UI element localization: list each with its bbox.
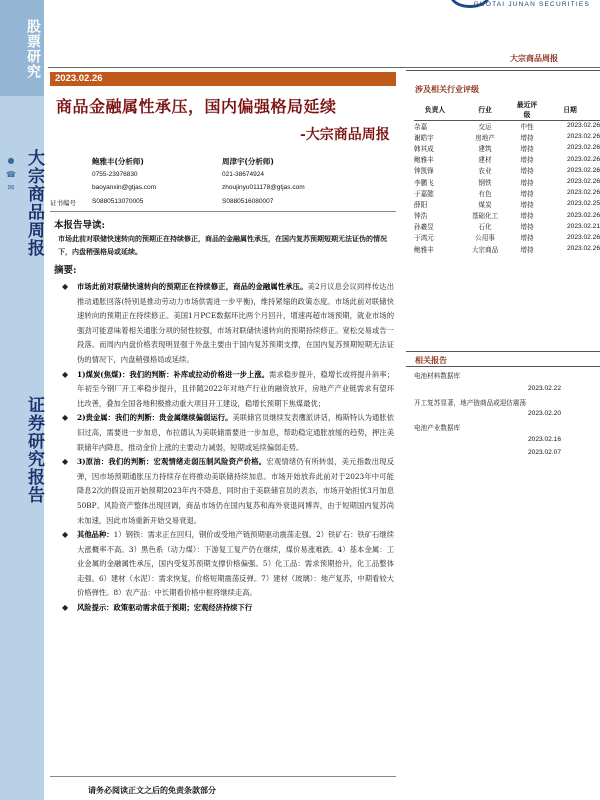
table-cell: 2023.02.26	[566, 233, 600, 241]
table-cell: 鲍雅丰	[414, 156, 434, 165]
table-cell: 2023.02.26	[566, 245, 600, 253]
report-date: 2023.02.26	[50, 72, 396, 86]
table-cell: 建材	[478, 156, 492, 165]
author-phone: 0755-23976830	[92, 171, 138, 178]
report-subtitle: -大宗商品周报	[300, 127, 390, 143]
table-cell: 交运	[478, 122, 492, 131]
report-title: 商品金融属性承压，国内偏强格局延续	[56, 97, 337, 116]
abstract-body	[62, 280, 394, 616]
related-top-divider	[406, 351, 600, 352]
table-cell: 钟凯锋	[414, 167, 434, 176]
author-email[interactable]: zhoujinyu011178@gtjas.com	[222, 184, 305, 191]
table-cell: 大宗商品	[471, 245, 499, 254]
table-cell: 2023.02.26	[566, 155, 600, 163]
table-cell: 于嘉懿	[414, 189, 434, 198]
table-row	[414, 210, 600, 221]
related-report-date: 2023.02.16	[528, 436, 562, 443]
table-cell: 石化	[478, 223, 492, 232]
table-cell: 谢皓宇	[414, 133, 434, 142]
author-name: 周津宇(分析师)	[222, 157, 274, 166]
table-row	[414, 165, 600, 176]
table-cell: 增持	[520, 144, 534, 153]
related-report-link[interactable]: 电池产业数据库	[414, 424, 461, 432]
column-header: 行业	[456, 98, 514, 120]
table-cell: 增持	[520, 156, 534, 165]
author-cert: S0880516080007	[222, 198, 274, 205]
table-cell: 增持	[520, 167, 534, 176]
column-header: 最近评级	[514, 98, 540, 120]
table-cell: 2023.02.25	[566, 200, 600, 208]
table-cell: 中性	[520, 122, 534, 131]
table-cell: 薛阳	[414, 200, 428, 209]
table-cell: 钟浩	[414, 212, 428, 221]
table-cell: 韩其成	[414, 144, 434, 153]
related-report-link[interactable]: 开工复苏显著，地产链商品或迎估震荡	[414, 399, 527, 407]
table-row	[414, 120, 600, 131]
table-cell: 增持	[520, 200, 534, 209]
table-cell: 2023.02.26	[566, 166, 600, 174]
table-row	[414, 187, 600, 198]
abstract-paragraph: ◆ 其他品种：1）钢铁：需求正在回归，钢价或受地产链预期驱动震荡走强。2）铁矿石：铁矿石继续大涨概率不高。3）黑色系（动力煤）：下游复工复产仍在继续，煤价易涨难跌。4）基本金属：工业金属的金融属性承压，国内受复苏预期支撑价格偏强。5）化工品：需求预期抬升，化工品整体走强。6）建材（水泥）：需求恢复，价格短期震荡反弹。7）建材（玻璃）：地产复苏，中期看较大价格弹性。8）农产品：中长期看价格中枢将继续走高。	[62, 528, 394, 601]
disclaimer-footer: 请务必阅读正文之后的免责条款部分	[88, 785, 216, 795]
table-cell: 李鹏飞	[414, 178, 434, 187]
related-title-divider	[406, 366, 600, 367]
table-cell: 钢铁	[478, 178, 492, 187]
guide-text: 市场此前对联储快速转向的预期正在持续修正，商品的金融属性承压，在国内复苏预期短期无法证伪的情况下，内盘稍强格局或延续。	[58, 234, 387, 256]
sidebar-middle-label: 大宗商品周报	[24, 149, 44, 257]
column-header: 日期	[540, 98, 600, 120]
abstract-paragraph: ◆ 1)煤炭(焦煤)：我们的判断：补库或拉动价格进一步上涨。需求稳步提升，稳增长或将提升斜率；年初至今钢厂开工率稳步提升，且伴随2022年对地产行业的融资放开，房地产产业链需求有望环比改善，叠加全国各地积极推动重大项目开工建设，稳增长预期下焦煤最优；	[62, 368, 394, 412]
cert-label: 证书编号	[50, 199, 76, 207]
table-cell: 增持	[520, 245, 534, 254]
table-cell: 煤炭	[478, 200, 492, 209]
table-cell: 鲍雅丰	[414, 245, 434, 254]
table-cell: 增持	[520, 178, 534, 187]
related-reports-title: 相关报告	[415, 355, 447, 365]
related-report-date: 2023.02.20	[528, 410, 562, 417]
abstract-title: 摘要:	[54, 265, 77, 276]
table-row	[414, 221, 600, 232]
table-cell: 增持	[520, 189, 534, 198]
table-row	[414, 154, 600, 165]
table-cell: 2023.02.26	[566, 122, 600, 130]
author-name: 鲍雅丰(分析师)	[92, 157, 144, 166]
abstract-paragraph: ◆ 市场此前对联储快速转向的预期正在持续修正，商品的金融属性承压。美2月议息会议同样传达出推动通胀回落(特别是推动劳动力市场供需进一步平衡)，维持紧缩的政策态度。市场此前对联储快速转向的预期正在持续修正。美国1月PCE数据环比两个月回升，增速再超市场预期，就业市场的强劲可能意味着相关通胀分项的韧性较强，市场对联储快速转向的预期持续修正。宽松交易或告一段落。而周内内盘价格表现明显强于外盘主要由于国内复苏预期支撑，在国内复苏预期短期无法证伪的情况下，内盘稍强格局或延续。	[62, 280, 394, 368]
email-icon: ✉	[7, 183, 15, 192]
table-cell: 2023.02.26	[566, 178, 600, 186]
table-cell: 孙羲昱	[414, 223, 434, 232]
risk-warning: ◆ 风险提示：政策驱动需求低于预期；宏观经济持续下行	[62, 601, 394, 616]
person-icon: ●	[7, 156, 15, 165]
logo-text: GUOTAI JUNAN SECURITIES	[473, 1, 590, 8]
author-cert: S0880513070005	[92, 198, 144, 205]
table-header-row	[414, 98, 600, 120]
table-row	[414, 142, 600, 153]
company-logo	[392, 0, 592, 14]
table-row	[414, 131, 600, 142]
report-type-label: 大宗商品周报	[510, 53, 558, 63]
table-cell: 房地产	[475, 133, 495, 142]
table-cell: 杂嘉	[414, 122, 428, 131]
rating-rows	[414, 120, 600, 254]
table-cell: 增持	[520, 133, 534, 142]
footer-divider	[50, 776, 396, 777]
author-phone: 021-38674924	[222, 171, 264, 178]
table-cell: 2023.02.26	[566, 144, 600, 152]
header-divider	[48, 67, 600, 68]
guide-title: 本报告导读:	[54, 220, 106, 231]
table-cell: 农业	[478, 167, 492, 176]
table-cell: 建筑	[478, 144, 492, 153]
table-cell: 公用事	[475, 234, 495, 243]
divider	[50, 211, 396, 212]
table-cell: 增持	[520, 234, 534, 243]
table-cell: 基础化工	[471, 212, 499, 221]
related-report-date: 2023.02.22	[528, 385, 562, 392]
table-cell: 2023.02.26	[566, 211, 600, 219]
sidebar-bottom-label: 证券研究报告	[24, 396, 44, 504]
abstract-paragraph: ◆ 3)原油：我们的判断：宏观情绪走弱压制风险资产价格。宏观情绪仍有所转弱，美元指数出现反弹，因市场预期通胀压力持续存在将推动美联储持续加息。市场开始放弃此前对于2023年中可能降息2次的假设而开始预期2023年内不降息，同时由于美联储官员的表态，市场开始担忧3月加息50BP。风险资产整体出现回调，商品市场仍在国内复苏和海外衰退间博弈，由于短期国内复苏尚未加速，因此市场重新开始交易衰退。	[62, 455, 394, 528]
related-report-link[interactable]: 电池材料数据库	[414, 372, 461, 380]
table-cell: 于鸿元	[414, 234, 434, 243]
abstract-paragraph: ◆ 2)贵金属：我们的判断：贵金属继续偏弱运行。美联储官员继续发表鹰派讲话，梅斯特认为通胀依旧过高，需要进一步加息，布拉德认为美联储需要进一步加息，帮助稳定通胀放缓的趋势，押注美联储年内降息，推动金价上涨的主要动力减弱，短期或延续偏弱走势。	[62, 411, 394, 455]
table-cell: 增持	[520, 212, 534, 221]
industry-rating-table	[414, 98, 600, 254]
rating-top-divider	[406, 70, 600, 71]
table-cell: 2023.02.26	[566, 189, 600, 197]
table-cell: 增持	[520, 223, 534, 232]
table-row	[414, 198, 600, 209]
table-row	[414, 243, 600, 254]
table-cell: 2023.02.21	[566, 222, 600, 230]
column-header: 负责人	[414, 98, 456, 120]
table-row	[414, 176, 600, 187]
phone-icon: ☎	[6, 170, 16, 179]
table-cell: 有色	[478, 189, 492, 198]
related-report-date: 2023.02.07	[528, 449, 562, 456]
table-cell: 2023.02.26	[566, 133, 600, 141]
table-row	[414, 232, 600, 243]
sidebar-top-label: 股票研究	[0, 0, 44, 96]
author-email[interactable]: baoyanxin@gtjas.com	[92, 184, 157, 191]
industry-rating-title: 涉及相关行业评级	[415, 84, 479, 94]
